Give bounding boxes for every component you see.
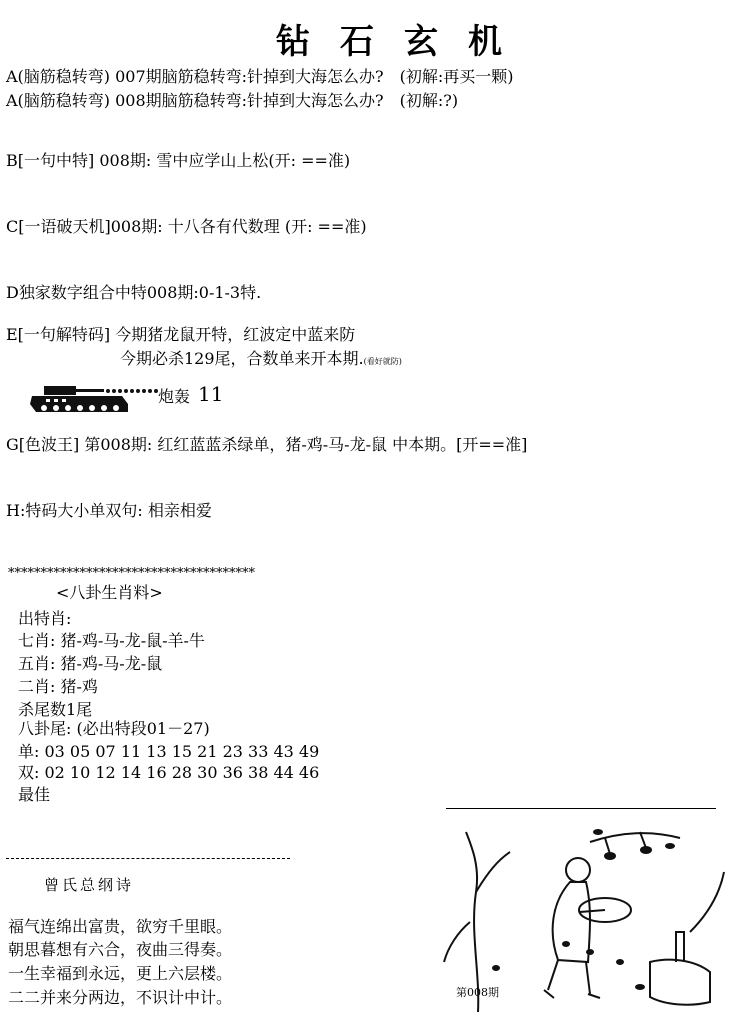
bagua-line: 出特肖: xyxy=(18,609,72,628)
d-line: D独家数字组合中特008期:0-1-3特. xyxy=(6,283,262,302)
bagua-line: 最佳 xyxy=(18,785,51,804)
riddle-line-008: A(脑筋稳转弯) 008期脑筋稳转弯:针掉到大海怎么办? (初解:?) xyxy=(6,91,459,110)
b-line: B[一句中特] 008期: 雪中应学山上松(开: ==准) xyxy=(6,151,351,170)
bagua-line: 杀尾数1尾 xyxy=(18,700,93,719)
page-title: 钻石玄机 xyxy=(276,22,532,62)
issue-label: 第008期 xyxy=(456,986,499,999)
right-divider xyxy=(446,808,716,809)
bagua-title: <八卦生肖料> xyxy=(56,583,163,602)
stars-divider: ************************************** xyxy=(8,566,255,581)
dashed-divider xyxy=(6,858,290,859)
bagua-line: 五肖: 猪-鸡-马-龙-鼠 xyxy=(18,654,163,673)
c-line: C[一语破天机]008期: 十八各有代数理 (开: ==准) xyxy=(6,217,367,236)
poem-line: 一生幸福到永远，更上六层楼。 xyxy=(8,964,233,983)
e-line-1: E[一句解特码] 今期猪龙鼠开特，红波定中蓝来防 xyxy=(6,325,356,344)
tank-value: 11 xyxy=(198,382,224,406)
bagua-line: 二肖: 猪-鸡 xyxy=(18,677,98,696)
bagua-line: 单: 03 05 07 11 13 15 21 23 33 43 49 xyxy=(18,742,320,761)
bagua-line: 双: 02 10 12 14 16 28 30 36 38 44 46 xyxy=(18,763,320,782)
riddle-line-007: A(脑筋稳转弯) 007期脑筋稳转弯:针掉到大海怎么办? (初解:再买一颗) xyxy=(6,67,514,86)
tank-icon xyxy=(30,382,160,418)
poem-title: 曾氏总纲诗 xyxy=(44,876,135,894)
tank-label: 炮轰 xyxy=(158,387,191,406)
bagua-line: 八卦尾: (必出特段01－27) xyxy=(18,719,210,738)
poem-line: 二二并来分两边，不识计中计。 xyxy=(8,988,233,1007)
poem-line: 朝思暮想有六合，夜曲三得奏。 xyxy=(8,940,233,959)
poem-line: 福气连绵出富贵，欲穷千里眼。 xyxy=(8,917,233,936)
h-line: H:特码大小单双句: 相亲相爱 xyxy=(6,501,212,520)
e-note: (看好就防) xyxy=(363,357,402,366)
g-line: G[色波王] 第008期: 红红蓝蓝杀绿单，猪-鸡-马-龙-鼠 中本期。[开==准] xyxy=(6,435,528,454)
e-line-2-text: 今期必杀129尾，合数单来开本期. xyxy=(120,349,364,368)
bagua-line: 七肖: 猪-鸡-马-龙-鼠-羊-牛 xyxy=(18,631,205,650)
e-line-2 xyxy=(120,346,402,369)
